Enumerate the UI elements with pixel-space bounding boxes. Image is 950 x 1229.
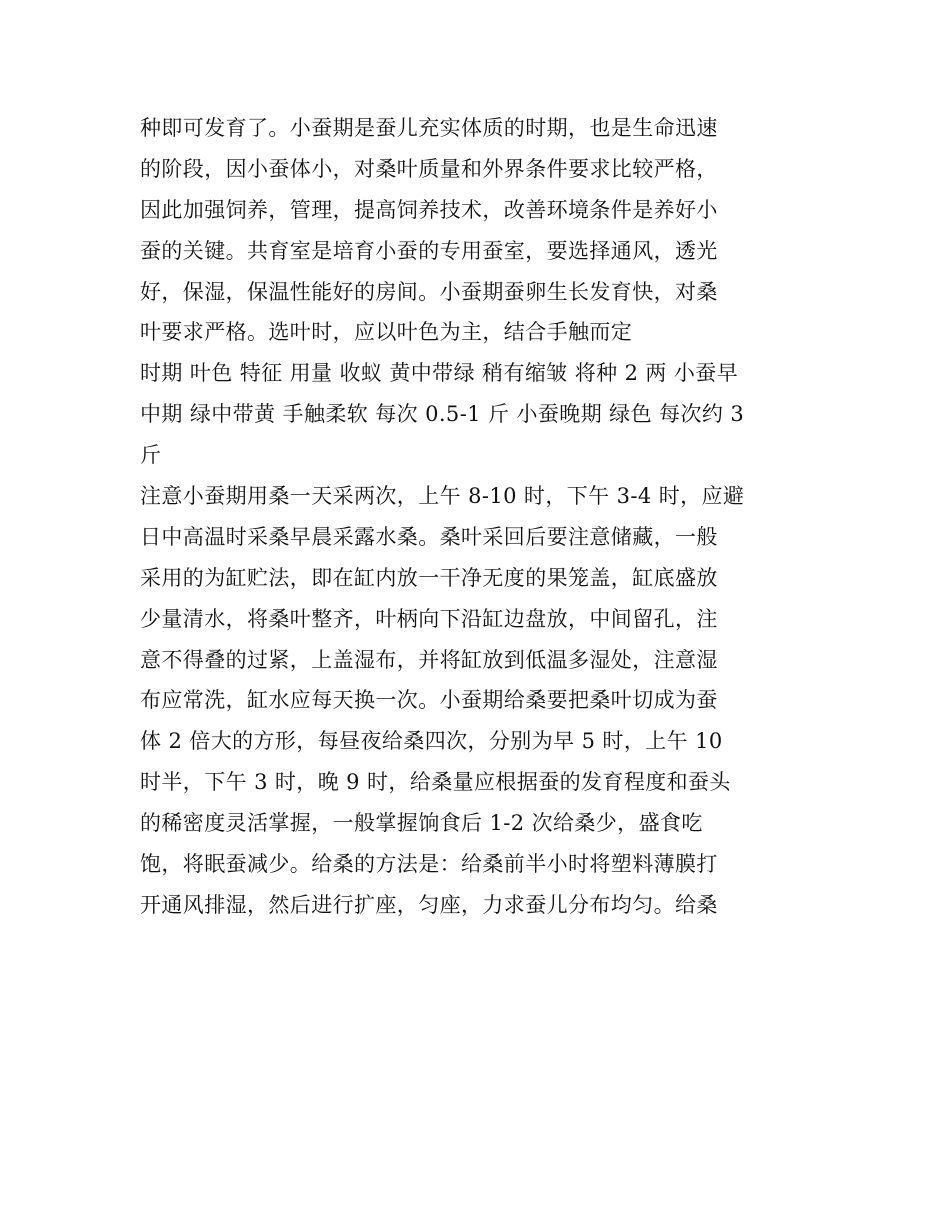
text-line: 的阶段，因小蚕体小，对桑叶质量和外界条件要求比较严格， <box>140 156 718 181</box>
text-line: 注意小蚕期用桑一天采两次，上午 8-10 时，下午 3-4 时，应避 <box>140 484 745 509</box>
text-line: 时半，下午 3 时，晚 9 时，给桑量应根据蚕的发育程度和蚕头 <box>140 770 731 795</box>
text-line: 因此加强饲养，管理，提高饲养技术，改善环境条件是养好小 <box>140 197 718 222</box>
text-line: 蚕的关键。共育室是培育小蚕的专用蚕室，要选择通风，透光 <box>140 238 718 263</box>
table-text-line: 斤 <box>140 443 162 468</box>
text-line: 意不得叠的过紧，上盖湿布，并将缸放到低温多湿处，注意湿 <box>140 647 718 672</box>
text-line: 开通风排湿，然后进行扩座，匀座，力求蚕儿分布均匀。给桑 <box>140 892 718 917</box>
table-text-line: 时期 叶色 特征 用量 收蚁 黄中带绿 稍有缩皱 将种 2 两 小蚕早 <box>140 361 739 386</box>
text-line: 日中高温时采桑早晨采露水桑。桑叶采回后要注意储藏，一般 <box>140 524 718 549</box>
text-line: 采用的为缸贮法，即在缸内放一干净无度的果笼盖，缸底盛放 <box>140 565 718 590</box>
text-line: 体 2 倍大的方形，每昼夜给桑四次，分别为早 5 时，上午 10 <box>140 729 723 754</box>
text-line: 少量清水，将桑叶整齐，叶柄向下沿缸边盘放，中间留孔，注 <box>140 606 718 631</box>
text-line: 饱，将眠蚕减少。给桑的方法是：给桑前半小时将塑料薄膜打 <box>140 852 718 877</box>
text-line: 叶要求严格。选叶时，应以叶色为主，结合手触而定 <box>140 320 633 345</box>
text-line: 布应常洗，缸水应每天换一次。小蚕期给桑要把桑叶切成为蚕 <box>140 688 718 713</box>
document-body <box>140 108 820 926</box>
text-line: 种即可发育了。小蚕期是蚕儿充实体质的时期，也是生命迅速 <box>140 116 718 140</box>
text-line: 好，保湿，保温性能好的房间。小蚕期蚕卵生长发育快，对桑 <box>140 279 718 304</box>
table-text-line: 中期 绿中带黄 手触柔软 每次 0.5-1 斤 小蚕晚期 绿色 每次约 3 <box>140 402 745 427</box>
text-line: 的稀密度灵活掌握，一般掌握饷食后 1-2 次给桑少，盛食吃 <box>140 811 703 836</box>
